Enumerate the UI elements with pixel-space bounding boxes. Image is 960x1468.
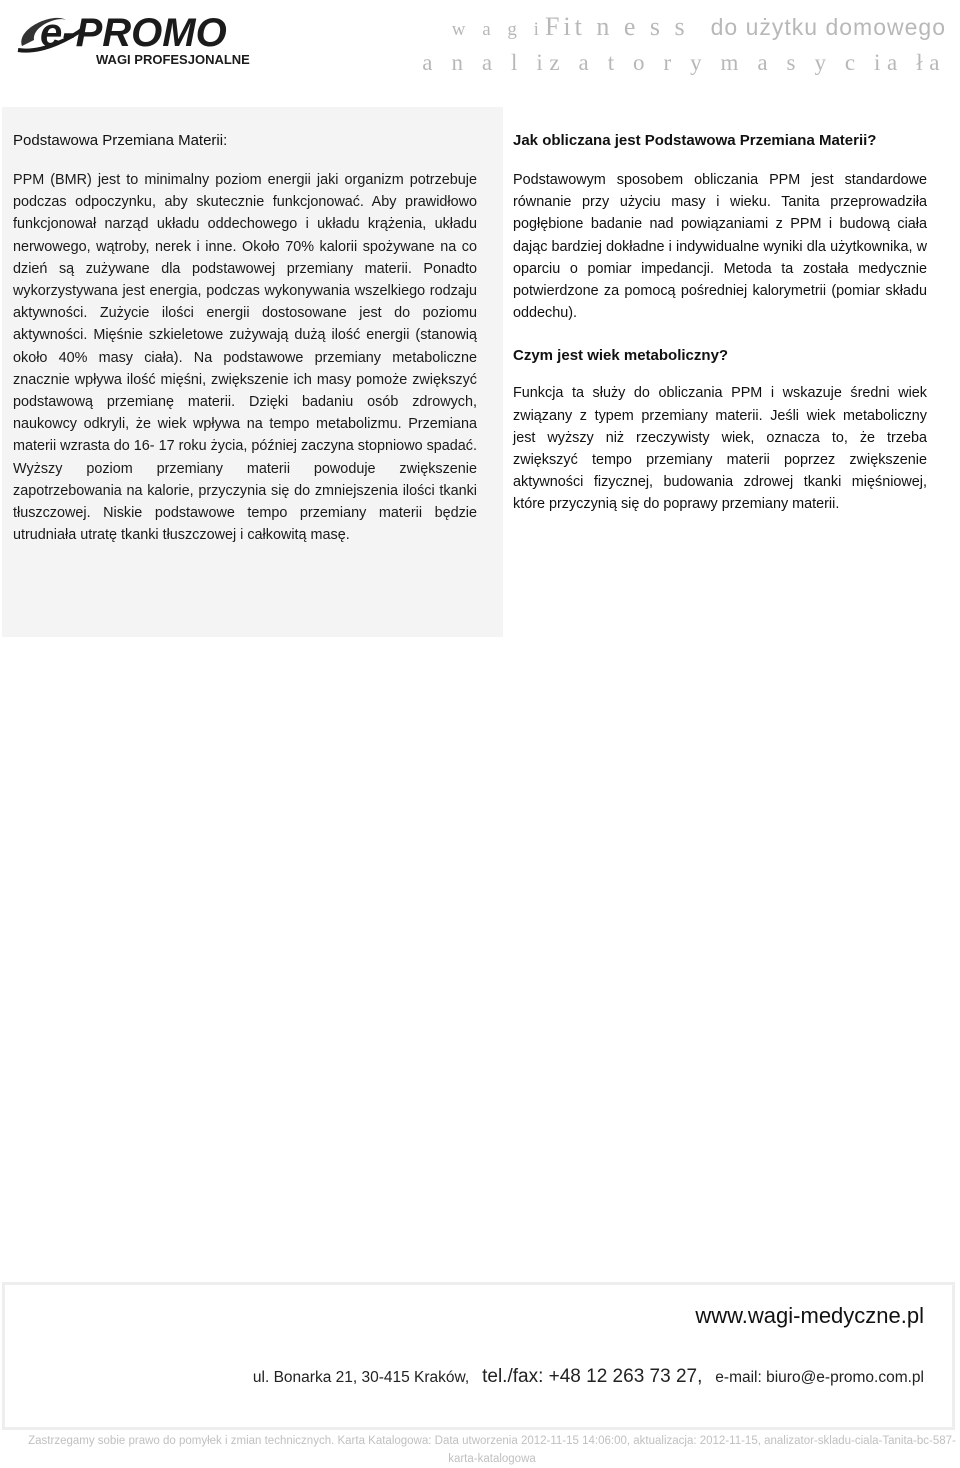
email-link[interactable]: e-mail: biuro@e-promo.com.pl: [715, 1369, 924, 1386]
logo-subtitle: WAGI PROFESJONALNE: [96, 52, 250, 67]
ppm-heading: Podstawowa Przemiana Materii:: [13, 132, 228, 149]
footer-contact-box: [2, 1282, 955, 1430]
tagline-line-1: [422, 10, 946, 47]
tagline-home: do użytku domowego: [710, 14, 946, 40]
ppm-calc-heading: Jak obliczana jest Podstawowa Przemiana Materii?: [513, 132, 877, 149]
metabolic-age-body: Funkcja ta służy do obliczania PPM i wskazuje średni wiek związany z typem przemiany materii. Jeśli wiek metaboliczny jest wyższy niż rzeczywisty wiek, oznacza to, że trzeba zwiększyć tempo przemiany materii poprzez zwiększenie aktywności fizycznej, budowania zdrowej tkanki mięśniowej, które przyczynią się do poprawy przemiany materii.: [513, 385, 927, 513]
ppm-calc-body: Podstawowym sposobem obliczania PPM jest standardowe równanie przy użyciu masy i wieku. Tanita przeprowadziła pogłębione badanie nad powiązaniami z PPM i budową ciała dając bardziej dokładne i indywidualne wyniki dla użytkownika, w oparciu o pomiar impedancji. Metoda ta została medycznie potwierdzone za pomocą pośredniej kalorymetrii (pomiar składu oddechu).: [513, 172, 927, 322]
left-column: [2, 107, 503, 637]
metabolic-age-heading: Czym jest wiek metaboliczny?: [513, 347, 729, 365]
e-promo-logo: [14, 6, 314, 68]
logo-graphic: [14, 6, 314, 68]
tagline-wagi: w a g i: [451, 19, 545, 40]
address: ul. Bonarka 21, 30-415 Kraków,: [252, 1369, 470, 1386]
contact-line: [253, 1366, 924, 1388]
logo-text: e-PROMO: [40, 11, 227, 55]
website-link[interactable]: www.wagi-medyczne.pl: [695, 1303, 924, 1328]
disclaimer: Zastrzegamy sobie prawo do pomyłek i zmian technicznych. Karta Katalogowa: Data utworzenia 2012-11-15 14:06:00, aktualizacja: 2012-11-15, analizator-skladu-ciala-Tanita-bc-587-karta-katalogowa: [28, 1435, 956, 1465]
ppm-body: PPM (BMR) jest to minimalny poziom energii jaki organizm potrzebuje podczas odpoczynku, aby skutecznie funkcjonować. Aby prawidłowo funkcjonował narząd układu oddechowego i układu krążenia, układu nerwowego, wątroby, nerek i inne. Około 70% kalorii spożywane na co dzień są zużywane dla podstawowej przemiany materii. Ponadto wykorzystywana jest energia, podczas wykonywania wszelkiego rodzaju aktywności. Zużycie ilości energii dostosowane jest do poziomu aktywności. Mięśnie szkieletowe zużywają dużą ilość energii (stanowią około 40% masy ciała). Na podstawowe przemiany metaboliczne znacznie wpływa ilość mięśni, zwiększenie ich masy pomoże zwiększyć podstawową przemianę materii. Dzięki badaniu osób zdrowych, naukowcy odkryli, że wiek wpływa na tempo metabolizmu. Przemiana materii wzrasta do 16- 17 roku życia, później zaczyna stopniowo spadać. Wyższy poziom przemiany materii powoduje zwiększenie zapotrzebowania na kalorie, przyczynia się do zmniejszenia ilości tkanki tłuszczowej. Niskie podstawowe tempo przemiany materii będzie utrudniała utratę tkanki tłuszczowej i całkowitą masę.: [13, 172, 477, 544]
header-tagline: [422, 10, 946, 79]
right-column: [513, 107, 927, 538]
phone: tel./fax: +48 12 263 73 27,: [482, 1366, 703, 1387]
tagline-analyzers: a n a l iz a t o r y m a s y c ia ła: [422, 50, 946, 75]
tagline-fitness: Fit n e s s: [544, 12, 689, 41]
